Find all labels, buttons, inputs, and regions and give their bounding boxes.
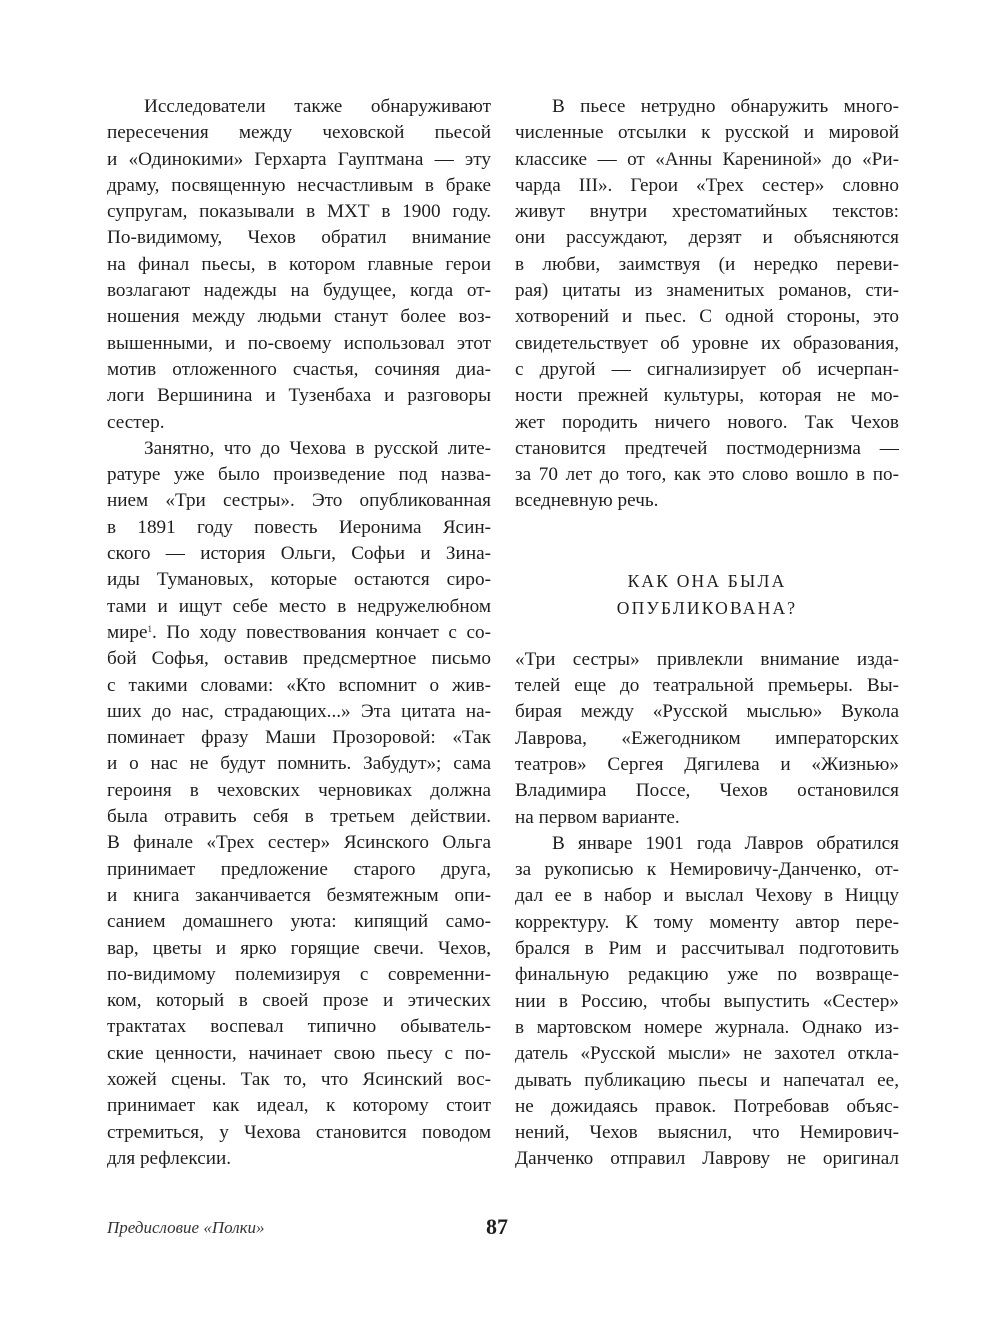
right-column-section-body xyxy=(515,647,899,1173)
text-line: вседневную речь. xyxy=(515,490,659,512)
text-line: ком, который в своей прозе и этических xyxy=(107,990,491,1012)
text-line: ности прежней культуры, которая не мо- xyxy=(515,385,899,407)
text-line: Занятно, что до Чехова в русской лите- xyxy=(144,437,491,459)
section-heading-line: ОПУБЛИКОВАНА? xyxy=(616,597,798,618)
text-line: свидетельствует об уровне их образования, xyxy=(515,332,899,354)
text-line: логи Вершинина и Тузенбаха и разговоры xyxy=(107,385,491,407)
text-line: драму, посвященную несчастливым в браке xyxy=(107,174,491,196)
text-line: финальную редакцию уже по возвраще- xyxy=(515,964,899,986)
text-line: жет породить ничего нового. Так Чехов xyxy=(515,411,899,433)
text-line: поминает фразу Маши Прозоровой: «Так xyxy=(107,727,491,749)
text-line: рая) цитаты из знаменитых романов, сти- xyxy=(515,280,899,302)
paragraph xyxy=(515,831,899,1173)
text-line: вышенными, и по-своему использовал этот xyxy=(107,332,491,354)
text-line: ские ценности, начинает свою пьесу с по- xyxy=(107,1042,491,1064)
text-line: нием «Три сестры». Это опубликованная xyxy=(107,490,491,512)
text-line: и «Одинокими» Герхарта Гауптмана — эту xyxy=(107,148,491,170)
text-line: «Три сестры» привлекли внимание изда- xyxy=(515,648,899,670)
text-line: датель «Русской мысли» не захотел откла- xyxy=(515,1043,899,1065)
text-line: для рефлексии. xyxy=(107,1147,232,1169)
paragraph xyxy=(107,436,491,1172)
text-line: По-видимому, Чехов обратил внимание xyxy=(107,227,491,249)
text-line: на первом варианте. xyxy=(515,806,680,828)
text-line: сестер. xyxy=(107,411,165,433)
text-line: чарда III». Герои «Трех сестер» словно xyxy=(515,174,899,196)
text-line: тами и ищут себе место в недружелюбном xyxy=(107,595,491,617)
running-title: Предисловие «Полки» xyxy=(107,1218,265,1237)
text-line: корректуру. К тому моменту автор пере- xyxy=(515,911,899,933)
text-line: в 1891 году повесть Иеронима Ясин- xyxy=(107,516,491,538)
section-heading-line: КАК ОНА БЫЛА xyxy=(627,570,787,591)
text-line: ратуре уже было произведение под назва- xyxy=(107,464,491,486)
text-line: дал ее в набор и выслал Чехову в Ниццу xyxy=(515,885,899,907)
text-line: за 70 лет до того, как это слово вошло в по- xyxy=(515,464,899,486)
text-line: на финал пьесы, в котором главные герои xyxy=(107,253,491,275)
text-line: за рукописью к Немировичу-Данченко, от- xyxy=(515,859,899,881)
text-line: Данченко отправил Лаврову не оригинал xyxy=(515,1148,899,1170)
section-heading xyxy=(515,568,899,622)
text-line: они рассуждают, дерзят и объясняются xyxy=(515,227,899,249)
text-line: хожей сцены. Так то, что Ясинский вос- xyxy=(107,1068,491,1090)
text-line: с такими словами: «Кто вспомнит о жив- xyxy=(107,674,491,696)
footnote-marker: 1 xyxy=(147,623,153,634)
text-line: В пьесе нетрудно обнаружить много- xyxy=(552,96,899,117)
paragraph xyxy=(515,94,899,515)
text-line: ношения между людьми станут более воз- xyxy=(107,306,491,328)
text-line: не дожидаясь правок. Потребовав объяс- xyxy=(515,1095,899,1117)
text-line: театров» Сергея Дягилева и «Жизнью» xyxy=(515,753,899,775)
text-line: и книга заканчивается безмятежным опи- xyxy=(107,884,491,906)
text-line: брался в Рим и рассчитывал подготовить xyxy=(515,938,899,960)
text-line: бой Софья, оставив предсмертное письмо xyxy=(107,648,491,670)
text-line: ших до нас, страдающих...» Эта цитата на- xyxy=(107,700,491,722)
text-line: иды Тумановых, которые остаются сиро- xyxy=(107,569,491,591)
text-line: по-видимому полемизируя с современни- xyxy=(107,963,491,985)
text-line: супругам, показывали в МХТ в 1900 году. xyxy=(107,201,491,223)
text-line: классике — от «Анны Карениной» до «Ри- xyxy=(515,148,899,170)
left-column xyxy=(107,94,491,1172)
text-line: с другой — сигнализирует об исчерпан- xyxy=(515,358,899,380)
text-line: пересечения между чеховской пьесой xyxy=(107,122,491,144)
text-line: трактатах воспевал типично обыватель- xyxy=(107,1016,491,1038)
right-column xyxy=(515,94,899,1173)
text-line: телей еще до театральной премьеры. Вы- xyxy=(515,675,899,697)
text-line: хотворений и пьес. С одной стороны, это xyxy=(515,306,899,328)
paragraph xyxy=(515,647,899,831)
text-line: мотив отложенного счастья, сочиняя диа- xyxy=(107,358,491,380)
text-line: в мартовском номере журнала. Однако из- xyxy=(515,1016,899,1038)
text-line: Владимира Поссе, Чехов остановился xyxy=(515,780,899,802)
text-line: становится предтечей постмодернизма — xyxy=(515,437,899,459)
text-line: возлагают надежды на будущее, когда от- xyxy=(107,280,491,302)
text-line: стремиться, у Чехова становится поводом xyxy=(107,1121,491,1143)
text-line: бирая между «Русской мыслью» Вукола xyxy=(515,701,899,723)
text-line: героиня в чеховских черновиках должна xyxy=(107,779,491,801)
text-line: мире$^1$. По ходу повествования кончает с со- xyxy=(107,621,491,643)
text-line: Лаврова, «Ежегодником императорских xyxy=(515,727,899,749)
text-line: живут внутри хрестоматийных текстов: xyxy=(515,201,899,223)
right-column-intro xyxy=(515,94,899,515)
text-line: и о нас не будут помнить. Забудут»; сама xyxy=(107,753,491,775)
text-line: Исследователи также обнаруживают xyxy=(144,96,491,117)
page-number: 87 xyxy=(486,1214,508,1239)
text-line: численные отсылки к русской и мировой xyxy=(515,122,899,144)
text-line: В финале «Трех сестер» Ясинского Ольга xyxy=(107,832,491,854)
text-line: нений, Чехов выяснил, что Немирович- xyxy=(515,1122,899,1144)
text-line: принимает предложение старого друга, xyxy=(107,858,491,880)
text-line: вар, цветы и ярко горящие свечи. Чехов, xyxy=(107,937,491,959)
text-line: принимает как идеал, к которому стоит xyxy=(107,1095,491,1117)
text-line: в любви, заимствуя (и нередко переви- xyxy=(515,253,899,275)
text-line: ского — история Ольги, Софьи и Зина- xyxy=(107,543,491,565)
paragraph xyxy=(107,94,491,436)
text-line: дывать публикацию пьесы и напечатал ее, xyxy=(515,1069,899,1091)
text-line: нии в Россию, чтобы выпустить «Сестер» xyxy=(515,990,899,1012)
text-line: санием домашнего уюта: кипящий само- xyxy=(107,911,491,933)
text-line: В январе 1901 года Лавров обратился xyxy=(552,832,899,854)
text-line: была отравить себя в третьем действии. xyxy=(107,806,491,828)
